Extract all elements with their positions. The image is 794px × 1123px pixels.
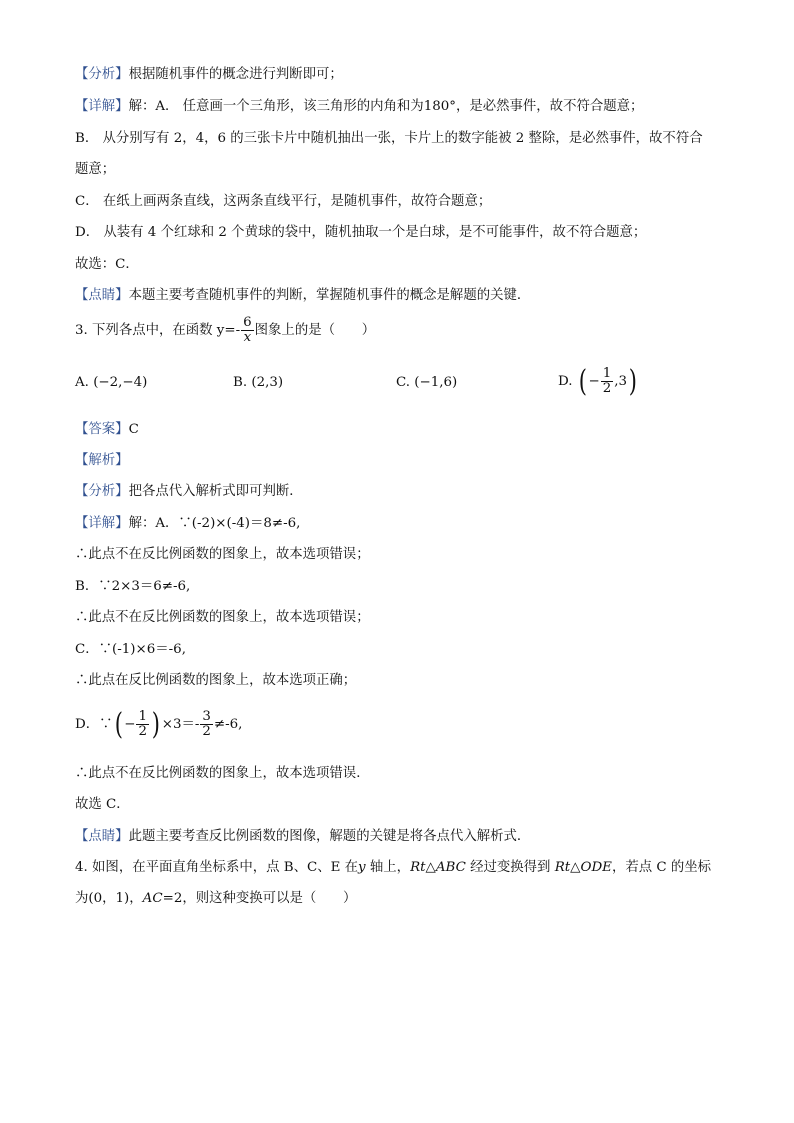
q3-option-d-den: 2	[602, 381, 612, 396]
q3-stem	[75, 316, 375, 346]
q4-stem-line2	[75, 889, 356, 909]
q4-rt1: Rt△ABC	[410, 860, 466, 875]
analysis-tag: 【分析】	[75, 484, 129, 499]
answer-tag: 【答案】	[75, 422, 129, 437]
q3-option-d-minus: −	[588, 374, 600, 389]
q3-d-post: ≠-6,	[213, 717, 243, 732]
q3-analysis-text: 把各点代入解析式即可判断．	[128, 484, 303, 499]
q3-d-line	[75, 707, 242, 743]
q4-line1-y: y	[358, 860, 366, 875]
q3-analysis-line	[75, 482, 303, 502]
parse-tag: 【解析】	[75, 453, 129, 468]
q3-option-d-tail: ,3	[614, 374, 628, 389]
q3-d-result: ∴此点不在反比例函数的图象上，故本选项错误．	[75, 766, 370, 781]
q2-comment-line	[75, 286, 530, 306]
q3-option-b	[233, 373, 283, 393]
q3-d-fraction	[136, 710, 149, 739]
q2-choose: 故选：C．	[75, 257, 139, 272]
q2-detail-a: 解：A． 任意画一个三角形，该三角形的内角和为180°，是必然事件，故不符合题意；	[128, 99, 644, 114]
analysis-tag: 【分析】	[75, 67, 129, 82]
q2-analysis-text: 根据随机事件的概念进行判断即可；	[128, 67, 343, 82]
right-paren: )	[151, 706, 160, 742]
q3-stem-pre: 3. 下列各点中，在函数 y=-	[75, 323, 241, 338]
q3-comment-line	[75, 827, 530, 847]
q3-option-a-value: (−2,−4)	[93, 375, 148, 390]
q4-line1-c: 经过变换得到	[465, 860, 555, 875]
detail-tag: 【详解】	[75, 99, 129, 114]
q3-parse-line	[75, 451, 129, 471]
q4-rt2: Rt△ODE	[554, 860, 612, 875]
q4-line2-ac: AC	[142, 891, 163, 906]
q4-line1-a: 4. 如图，在平面直角坐标系中，点 B、C、E 在	[75, 860, 359, 875]
q3-option-b-label: B.	[233, 375, 248, 390]
q4-line2-a: 为(0，1)，	[75, 891, 143, 906]
q2-comment-text: 本题主要考查随机事件的判断，掌握随机事件的概念是解题的关键．	[128, 288, 531, 303]
q3-d-num2: 3	[202, 709, 211, 724]
q3-frac-num: 6	[243, 315, 252, 330]
q3-d-pre: D．∵	[75, 717, 113, 732]
q3-frac-den: x	[243, 330, 252, 345]
q4-line2-b: =2，则这种变换可以是（ ）	[162, 891, 357, 906]
q3-detail-a: 解：A．∵(-2)×(-4)＝8≠-6,	[128, 516, 301, 531]
q3-stem-post: 图象上的是（ ）	[254, 323, 376, 338]
q3-d-fraction2	[200, 710, 213, 739]
q2-option-d: D． 从装有 4 个红球和 2 个黄球的袋中，随机抽取一个是白球，是不可能事件，故不符合题意；	[75, 225, 647, 240]
q4-line1-d: ，若点 C 的坐标	[611, 860, 712, 875]
q3-b: B．∵2×3＝6≠-6,	[75, 579, 191, 594]
q3-b-result: ∴此点不在反比例函数的图象上，故本选项错误；	[75, 610, 370, 625]
comment-tag: 【点睛】	[75, 829, 129, 844]
q3-d-mid: ×3＝-	[161, 717, 200, 732]
q3-choose: 故选 C．	[75, 797, 130, 812]
left-paren: (	[114, 706, 123, 742]
q3-comment-text: 此题主要考查反比例函数的图像，解题的关键是将各点代入解析式．	[128, 829, 531, 844]
q2-option-b-line1: B． 从分别写有 2，4，6 的三张卡片中随机抽出一张，卡片上的数字能被 2 整除，是必然事件，故不符合	[75, 131, 703, 146]
q3-d-den2: 2	[202, 724, 211, 739]
comment-tag: 【点睛】	[75, 288, 129, 303]
q3-fraction	[241, 316, 254, 345]
q2-option-b-line2: 题意；	[75, 162, 116, 177]
q3-option-a-label: A.	[75, 375, 89, 390]
q3-answer-line	[75, 420, 139, 440]
q3-option-c	[396, 373, 457, 393]
q4-line1-b: 轴上，	[365, 860, 411, 875]
detail-tag: 【详解】	[75, 516, 129, 531]
q3-option-d-num: 1	[602, 366, 612, 381]
q3-option-d-label: D.	[558, 374, 573, 389]
q3-d-minus: −	[124, 717, 136, 732]
left-paren: (	[578, 363, 587, 399]
q2-analysis-line	[75, 65, 343, 85]
q3-option-d	[558, 365, 639, 399]
q3-c-result: ∴此点在反比例函数的图象上，故本选项正确；	[75, 673, 357, 688]
q3-option-d-fraction	[601, 367, 614, 396]
q3-detail-line	[75, 514, 300, 534]
q3-answer-value: C	[128, 422, 139, 437]
q2-detail-line	[75, 97, 643, 117]
q3-d-den: 2	[138, 724, 148, 739]
q3-option-c-label: C.	[396, 375, 411, 390]
q3-option-a	[75, 373, 147, 393]
q3-c: C．∵(-1)×6＝-6,	[75, 642, 186, 657]
q2-option-c: C． 在纸上画两条直线，这两条直线平行，是随机事件，故符合题意；	[75, 194, 492, 209]
q3-a-result: ∴此点不在反比例函数的图象上，故本选项错误；	[75, 547, 370, 562]
q4-stem-line1	[75, 858, 711, 878]
right-paren: )	[628, 363, 638, 399]
q3-d-num: 1	[138, 709, 148, 724]
q3-option-b-value: (2,3)	[251, 375, 284, 390]
q3-option-c-value: (−1,6)	[414, 375, 458, 390]
